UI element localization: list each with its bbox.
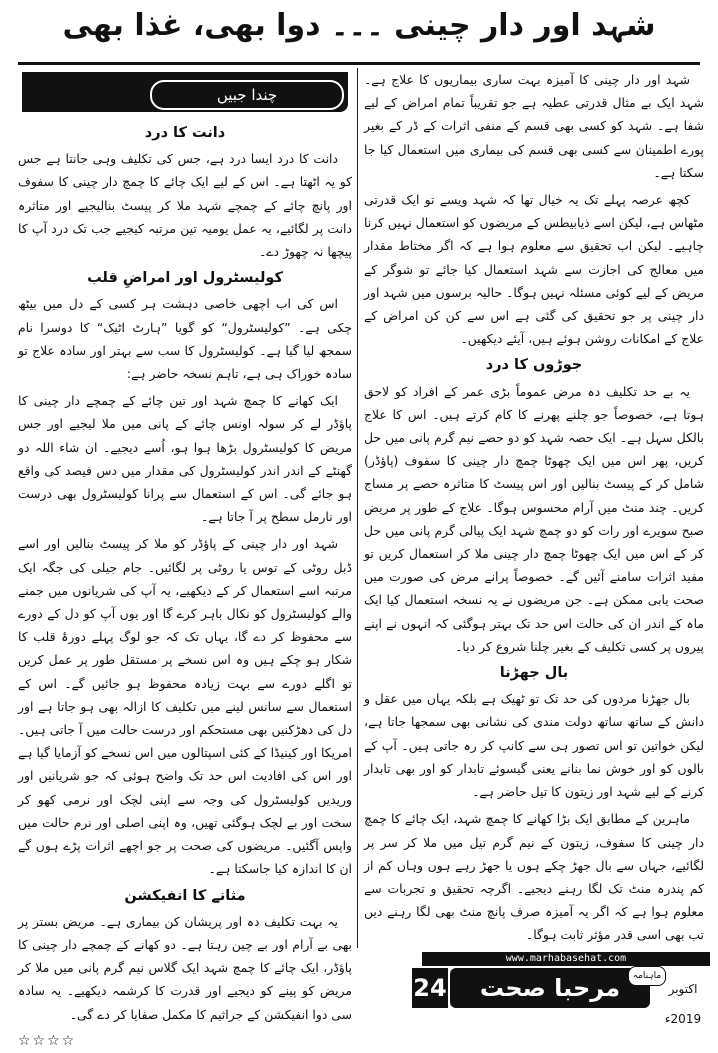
website-url[interactable]: www.marhabasehat.com (422, 952, 710, 966)
article-title: شہد اور دار چینی ۔۔۔ دوا بھی، غذا بھی (62, 8, 656, 43)
tooth-paragraph: دانت کا درد ایسا درد ہے، جس کی تکلیف وہی جانتا ہے جس کو یہ اٹھتا ہے۔ اس کے لیے ایک چائے کا چمچ دار چینی کا سفوف اور پانچ چائے کے چمچے شہد ملا کر پیسٹ بنالیجیے اور متاثرہ دانت پر لگائیے، یہ عمل یومیہ تین مرتبہ کیجیے جب تک درد آپ کا پیچھا نہ چھوڑ دے۔ (18, 151, 352, 260)
hair-paragraph-2: ماہرین کے مطابق ایک بڑا کھانے کا چمچ شہد، ایک چائے کا چمچ دار چینی کا سفوف، زیتون کے نیم گرم تیل میں ملا کر سر پر لگائیے، جہاں سے بال جھڑ چکے ہوں یا جھڑ رہے ہوں وہاں کم از کم پندرہ منٹ تک لگا رہنے دیجیے۔ اگرچہ تحقیق و تجربات سے معلوم ہوا ہے کہ اگر یہ آمیزہ صرف پانچ منٹ بھی لگا رہنے دیں تب بھی اسی قدر مؤثر ثابت ہوگا۔ (364, 811, 704, 943)
author-name: چندا جبیں (150, 80, 344, 110)
issue-date: اکتوبر 2019ء (664, 982, 702, 1026)
end-stars: ☆☆☆☆ (18, 1032, 77, 1049)
intro-paragraph-2: کچھ عرصہ پہلے تک یہ خیال تھا کہ شہد ویسے تو ایک قدرتی مٹھاس ہے، لیکن اسے ذیابیطس کے مریضوں کو استعمال نہیں کرنا چاہیے۔ لیکن اب تحقیق سے معلوم ہوا ہے کہ اگر مختاط مقدار میں معالج کی اجازت سے شہد استعمال کیا جائے تو شوگر کے مریض کے لیے کوئی مسئلہ نہیں ہوگا۔ حالیہ برسوں میں شہد اور دار چینی پر جو تحقیق کی گئی ہے اس سے کن کن امراض کے علاج کے امکانات روشن ہوئے ہیں، آیئے دیکھیں۔ (364, 192, 704, 347)
hair-paragraph-1: بال جھڑنا مردوں کی حد تک تو ٹھیک ہے بلکہ یہاں میں عقل و دانش کے ساتھ ساتھ دولت مندی کی نشانی بھی سمجھا جاتا ہے، لیکن خواتین تو اس تصور ہی سے کانپ کر رہ جاتی ہیں۔ آپ کے بالوں کو اور خوش نما بنانے یعنی گیسوئے تابدار کو اور بھی تابدار کرنے کے لیے شہد اور زیتون کا تیل حاضر ہے۔ (364, 691, 704, 800)
monthly-badge: ماہنامہ (628, 966, 666, 986)
hair-heading: بال جھڑنا (499, 665, 569, 682)
bladder-paragraph: یہ بہت تکلیف دہ اور پریشان کن بیماری ہے۔ مریض بستر پر بھی بے آرام اور بے چین رہتا ہے۔ دو کھانے کے چمچے دار چینی کا پاؤڈر، ایک چائے کا چمچ شہد ایک گلاس نیم گرم پانی میں ملا کر مریض کو پینے کو دیجیے اور قدرت کا کرشمہ دیکھیے۔ یہ سادہ سی دوا انفیکشن کے جراثیم کا مکمل صفایا کر دے گی۔ (18, 913, 352, 1022)
page-footer (410, 952, 710, 1026)
intro-paragraph-1: شہد اور دار چینی کا آمیزہ بہت ساری بیماریوں کا علاج ہے۔ شہد ایک بے مثال قدرتی عطیہ ہے جو تقریباً تمام امراض کے لیے شفا ہے۔ شہد کو کسی بھی قسم کے منفی اثرات کے ڈر کے بغیر پورے اطمینان سے کسی بھی قسم کی بیماری میں استعمال کیا جا سکتا ہے۔ (364, 72, 704, 180)
cholesterol-heading: کولیسٹرول اور امراضِ قلب (87, 270, 283, 287)
right-column (364, 68, 704, 951)
joints-paragraph: یہ بے حد تکلیف دہ مرض عموماً بڑی عمر کے افراد کو لاحق ہوتا ہے، خصوصاً جو چلنے پھرنے کا کام کرتے ہیں۔ اس کا علاج بالکل سہل ہے۔ ایک حصہ شہد کو دو حصے نیم گرم پانی میں حل کریں، پھر اس میں ایک چھوٹا چمچ دار چینی کا سفوف (پاؤڈر) شامل کر کے پیسٹ بنالیں اور اس پیسٹ کا متاثرہ حصے پر مساج کریں۔ چند منٹ میں آرام محسوس ہوگا۔ علاج کے طور پر مریض صبح سویرے اور رات کو دو چمچ شہد ایک پیالی گرم پانی میں حل کر کے اس میں ایک چھوٹا چمچ دار چینی ملا کر استعمال کریں تو مفید اثرات سامنے آئیں گے۔ خصوصاً پرانے مرض کی صورت میں صحت یابی ممکن ہے۔ جن مریضوں نے یہ نسخہ استعمال کیا ایک ماہ کے اندر ان کی حالت اس حد تک بہتر ہوگئی کہ انہوں نے اپنے پیروں پر کسی تکلیف کے بغیر چلنا شروع کر دیا۔ (364, 383, 704, 654)
page-number: 24 (412, 968, 448, 1008)
magazine-logo: مرحبا صحت (450, 968, 650, 1008)
bladder-heading: مثانے کا انفیکشن (124, 887, 246, 904)
joints-heading: جوڑوں کا درد (485, 357, 583, 374)
cholesterol-paragraph-1: اس کی اب اچھی خاصی دہشت ہر کسی کے دل میں بیٹھ چکی ہے۔ ”کولیسٹرول“ کو گویا ”ہارٹ اٹیک“ کا دوسرا نام سمجھ لیا گیا ہے۔ کولیسٹرول کا سب سے بہتر اور سادہ علاج تو سادہ خوراک ہی ہے، تاہم نسخہ حاضر ہے: (18, 296, 352, 382)
cholesterol-paragraph-2: ایک کھانے کا چمچ شہد اور تین چائے کے چمچے دار چینی کا پاؤڈر لے کر سولہ اونس چائے کے پانی میں ملا لیجیے اور جس مریض کا کولیسٹرول بڑھا ہوا ہو، اُسے دیجیے۔ ان شاء اللہ دو گھنٹے کے اندر اندر کولیسٹرول کی مقدار میں دس فیصد کی واقع ہو جائے گی۔ اس کے استعمال سے پرانا کولیسٹرول بھی درست اور نارمل سطح پر آ جاتا ہے۔ (18, 393, 352, 525)
title-rule (18, 62, 700, 65)
tooth-heading: دانت کا درد (144, 125, 226, 141)
cholesterol-paragraph-3: شہد اور دار چینی کے پاؤڈر کو ملا کر پیسٹ بنالیں اور اسے ڈبل روٹی کے توس یا روٹی پر لگائیں۔ جام جیلی کی جگہ ایک مرتبہ اسے استعمال کر کے دیکھیے، یہ آپ کی شریانوں میں جمنے والے کولیسٹرول کو نکال باہر کرے گا اور یوں آپ کو دل کے دورے سے محفوظ کر دے گا، یہاں تک کہ جو لوگ پہلے دورۂ قلب کا شکار ہو چکے ہیں وہ اس نسخے پر مستقل طور پر عمل کریں تو اگلے دورے سے بہت زیادہ محفوظ ہو جائیں گے۔ اس کے استعمال سے سانس لینے میں تکلیف کا ازالہ بھی ہو جاتا ہے اور دل کی دھڑکنیں بھی مستحکم اور درست حالت میں آ جاتی ہیں۔ امریکا اور کینیڈا کے کئی اسپتالوں میں اس نسخے کو آزمایا گیا ہے اور اس کی افادیت اس حد تک واضح ہوئی کہ جو شریانیں اور وریدیں کولیسٹرول کی وجہ سے اپنی لچک اور نرمی کھو کر سخت اور بے لچک ہوگئی تھیں، وہ اپنی اصلی اور نرم حالت میں واپس آگئیں۔ مریضوں کی صحت پر جو اچھے اثرات پڑے ہوں گے ان کا اندازہ کیا جاسکتا ہے۔ (18, 536, 352, 877)
column-divider (357, 68, 358, 948)
left-column (18, 118, 352, 1053)
